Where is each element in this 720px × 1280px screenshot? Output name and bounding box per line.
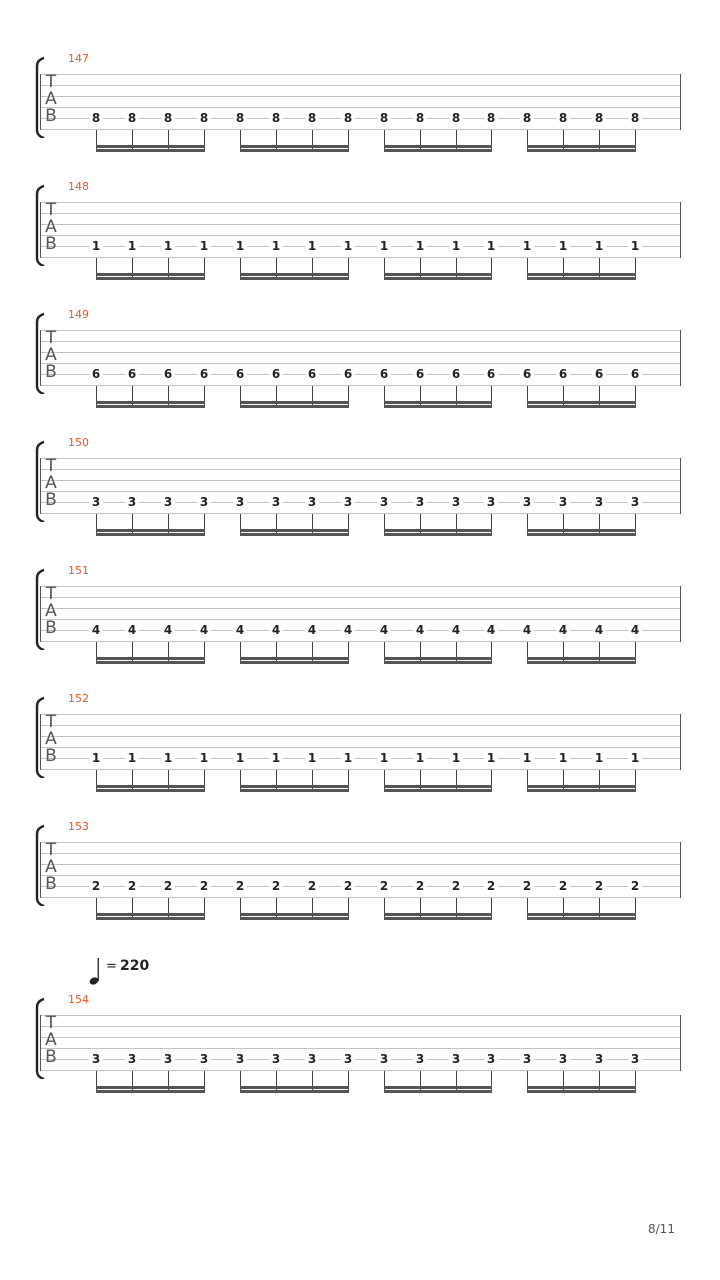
fret-number: 8 [449, 112, 463, 124]
fret-number: 8 [377, 112, 391, 124]
staff-line [40, 85, 680, 86]
note-beam [240, 149, 349, 152]
fret-number: 1 [125, 240, 139, 252]
tab-clef-letter: B [45, 362, 57, 382]
note-beam [527, 789, 636, 792]
fret-number: 1 [161, 752, 175, 764]
note-beam [240, 533, 349, 536]
fret-number: 1 [305, 240, 319, 252]
note-beam [96, 913, 205, 916]
start-barline [40, 842, 41, 898]
fret-number: 3 [341, 1053, 355, 1065]
note-beam [240, 1086, 349, 1089]
fret-number: 1 [89, 752, 103, 764]
staff-line [40, 853, 680, 854]
fret-number: 1 [449, 240, 463, 252]
fret-number: 8 [197, 112, 211, 124]
note-beam [240, 401, 349, 404]
staff-line [40, 352, 680, 353]
staff-line [40, 513, 680, 514]
tab-clef-letter: T [45, 200, 57, 220]
fret-number: 3 [377, 496, 391, 508]
tab-system [0, 820, 720, 920]
fret-number: 3 [628, 496, 642, 508]
fret-number: 2 [449, 880, 463, 892]
fret-number: 3 [520, 496, 534, 508]
staff-line [40, 1026, 680, 1027]
staff-line [40, 491, 680, 492]
staff-line [40, 736, 680, 737]
fret-number: 1 [197, 240, 211, 252]
fret-number: 1 [377, 240, 391, 252]
tab-system [0, 52, 720, 152]
tab-clef-letter: B [45, 106, 57, 126]
fret-number: 1 [161, 240, 175, 252]
end-barline [680, 330, 681, 386]
staff-line [40, 608, 680, 609]
tab-clef-letter: T [45, 72, 57, 92]
note-beam [527, 529, 636, 532]
note-beam [527, 913, 636, 916]
quarter-note-icon [88, 955, 104, 987]
measure-number: 154 [68, 993, 89, 1006]
note-beam [96, 1090, 205, 1093]
tab-system [0, 436, 720, 536]
fret-number: 3 [161, 1053, 175, 1065]
measure-number: 153 [68, 820, 89, 833]
staff-line [40, 597, 680, 598]
start-barline [40, 458, 41, 514]
fret-number: 1 [484, 752, 498, 764]
tab-clef-letter: B [45, 234, 57, 254]
fret-number: 8 [305, 112, 319, 124]
staff-line [40, 213, 680, 214]
tab-clef-letter: T [45, 712, 57, 732]
staff-line [40, 202, 680, 203]
note-beam [384, 149, 492, 152]
note-beam [527, 277, 636, 280]
end-barline [680, 74, 681, 130]
note-beam [96, 917, 205, 920]
fret-number: 3 [305, 496, 319, 508]
tab-clef-letter: B [45, 1047, 57, 1067]
tab-clef-letter: B [45, 746, 57, 766]
fret-number: 1 [592, 240, 606, 252]
note-beam [240, 789, 349, 792]
note-beam [527, 1086, 636, 1089]
staff-line [40, 864, 680, 865]
note-beam [527, 661, 636, 664]
note-beam [96, 785, 205, 788]
measure-number: 150 [68, 436, 89, 449]
staff-line [40, 107, 680, 108]
start-barline [40, 586, 41, 642]
fret-number: 6 [377, 368, 391, 380]
tab-clef-letter: A [45, 601, 57, 621]
tab-clef-letter: A [45, 473, 57, 493]
fret-number: 2 [341, 880, 355, 892]
fret-number: 1 [556, 240, 570, 252]
start-barline [40, 202, 41, 258]
fret-number: 1 [269, 240, 283, 252]
fret-number: 3 [269, 496, 283, 508]
fret-number: 4 [628, 624, 642, 636]
fret-number: 3 [125, 1053, 139, 1065]
fret-number: 8 [125, 112, 139, 124]
staff-line [40, 1015, 680, 1016]
fret-number: 8 [484, 112, 498, 124]
note-beam [96, 273, 205, 276]
staff-line [40, 619, 680, 620]
staff-line [40, 480, 680, 481]
fret-number: 1 [413, 752, 427, 764]
staff-line [40, 769, 680, 770]
fret-number: 3 [341, 496, 355, 508]
note-beam [384, 529, 492, 532]
tab-clef-letter: A [45, 345, 57, 365]
end-barline [680, 714, 681, 770]
note-beam [384, 657, 492, 660]
fret-number: 8 [413, 112, 427, 124]
note-beam [240, 913, 349, 916]
note-beam [240, 405, 349, 408]
measure-number: 147 [68, 52, 89, 65]
staff-line [40, 341, 680, 342]
fret-number: 6 [628, 368, 642, 380]
fret-number: 8 [233, 112, 247, 124]
staff-line [40, 96, 680, 97]
note-beam [240, 785, 349, 788]
note-beam [384, 401, 492, 404]
note-beam [240, 273, 349, 276]
tab-clef-letter: B [45, 874, 57, 894]
fret-number: 6 [341, 368, 355, 380]
note-beam [527, 657, 636, 660]
end-barline [680, 1015, 681, 1071]
note-beam [527, 917, 636, 920]
note-beam [527, 533, 636, 536]
fret-number: 4 [233, 624, 247, 636]
tab-clef-letter: B [45, 618, 57, 638]
staff-line [40, 363, 680, 364]
tab-clef-letter: A [45, 729, 57, 749]
fret-number: 2 [377, 880, 391, 892]
fret-number: 6 [233, 368, 247, 380]
fret-number: 6 [125, 368, 139, 380]
note-beam [384, 533, 492, 536]
fret-number: 2 [592, 880, 606, 892]
tab-system [0, 180, 720, 280]
fret-number: 2 [305, 880, 319, 892]
staff-line [40, 74, 680, 75]
fret-number: 4 [125, 624, 139, 636]
fret-number: 6 [197, 368, 211, 380]
fret-number: 8 [269, 112, 283, 124]
fret-number: 1 [556, 752, 570, 764]
note-beam [96, 657, 205, 660]
staff-line [40, 385, 680, 386]
staff-line [40, 586, 680, 587]
fret-number: 3 [269, 1053, 283, 1065]
tab-clef-letter: T [45, 456, 57, 476]
fret-number: 4 [556, 624, 570, 636]
fret-number: 6 [484, 368, 498, 380]
tab-clef-letter: T [45, 840, 57, 860]
note-beam [240, 917, 349, 920]
note-beam [96, 277, 205, 280]
fret-number: 6 [269, 368, 283, 380]
fret-number: 4 [269, 624, 283, 636]
end-barline [680, 586, 681, 642]
fret-number: 2 [484, 880, 498, 892]
staff-line [40, 641, 680, 642]
note-beam [527, 273, 636, 276]
fret-number: 4 [305, 624, 319, 636]
note-beam [527, 145, 636, 148]
measure-number: 148 [68, 180, 89, 193]
fret-number: 4 [413, 624, 427, 636]
fret-number: 2 [233, 880, 247, 892]
fret-number: 3 [592, 1053, 606, 1065]
staff-line [40, 330, 680, 331]
note-beam [96, 149, 205, 152]
fret-number: 3 [520, 1053, 534, 1065]
fret-number: 3 [449, 496, 463, 508]
start-barline [40, 74, 41, 130]
tab-clef-letter: T [45, 328, 57, 348]
fret-number: 1 [197, 752, 211, 764]
fret-number: 1 [233, 752, 247, 764]
fret-number: 6 [161, 368, 175, 380]
fret-number: 1 [269, 752, 283, 764]
fret-number: 8 [592, 112, 606, 124]
staff-line [40, 725, 680, 726]
start-barline [40, 330, 41, 386]
note-beam [384, 917, 492, 920]
staff-line [40, 842, 680, 843]
fret-number: 3 [377, 1053, 391, 1065]
tab-system [0, 993, 720, 1093]
tab-clef-letter: T [45, 584, 57, 604]
fret-number: 1 [89, 240, 103, 252]
note-beam [384, 913, 492, 916]
measure-number: 151 [68, 564, 89, 577]
fret-number: 1 [125, 752, 139, 764]
note-beam [527, 785, 636, 788]
note-beam [384, 145, 492, 148]
note-beam [240, 1090, 349, 1093]
note-beam [527, 401, 636, 404]
staff-line [40, 897, 680, 898]
tab-clef-letter: T [45, 1013, 57, 1033]
end-barline [680, 842, 681, 898]
fret-number: 6 [89, 368, 103, 380]
start-barline [40, 1015, 41, 1071]
fret-number: 2 [628, 880, 642, 892]
tab-clef-letter: B [45, 490, 57, 510]
fret-number: 3 [125, 496, 139, 508]
staff-line [40, 129, 680, 130]
fret-number: 1 [628, 752, 642, 764]
staff-line [40, 1070, 680, 1071]
note-beam [240, 277, 349, 280]
fret-number: 4 [161, 624, 175, 636]
tab-system [0, 564, 720, 664]
fret-number: 3 [89, 496, 103, 508]
fret-number: 8 [628, 112, 642, 124]
measure-number: 149 [68, 308, 89, 321]
fret-number: 1 [628, 240, 642, 252]
fret-number: 3 [484, 1053, 498, 1065]
end-barline [680, 202, 681, 258]
staff-line [40, 1048, 680, 1049]
fret-number: 3 [413, 496, 427, 508]
note-beam [96, 789, 205, 792]
fret-number: 6 [520, 368, 534, 380]
note-beam [527, 405, 636, 408]
fret-number: 1 [484, 240, 498, 252]
note-beam [96, 533, 205, 536]
fret-number: 8 [520, 112, 534, 124]
note-beam [384, 405, 492, 408]
fret-number: 2 [269, 880, 283, 892]
tab-clef-letter: A [45, 857, 57, 877]
fret-number: 3 [592, 496, 606, 508]
fret-number: 2 [556, 880, 570, 892]
note-beam [240, 529, 349, 532]
fret-number: 2 [161, 880, 175, 892]
fret-number: 3 [484, 496, 498, 508]
fret-number: 1 [233, 240, 247, 252]
note-beam [384, 1086, 492, 1089]
staff-line [40, 257, 680, 258]
fret-number: 8 [161, 112, 175, 124]
fret-number: 2 [413, 880, 427, 892]
fret-number: 8 [341, 112, 355, 124]
note-beam [384, 273, 492, 276]
fret-number: 1 [341, 752, 355, 764]
fret-number: 6 [592, 368, 606, 380]
fret-number: 1 [520, 240, 534, 252]
fret-number: 3 [556, 496, 570, 508]
staff-line [40, 458, 680, 459]
fret-number: 3 [161, 496, 175, 508]
tab-system [0, 692, 720, 792]
fret-number: 4 [449, 624, 463, 636]
fret-number: 4 [377, 624, 391, 636]
tab-clef-letter: A [45, 1030, 57, 1050]
fret-number: 6 [556, 368, 570, 380]
fret-number: 4 [341, 624, 355, 636]
note-beam [384, 661, 492, 664]
start-barline [40, 714, 41, 770]
staff-line [40, 235, 680, 236]
tempo-marking [88, 955, 208, 989]
fret-number: 3 [305, 1053, 319, 1065]
tab-clef-letter: A [45, 217, 57, 237]
fret-number: 6 [413, 368, 427, 380]
measure-number: 152 [68, 692, 89, 705]
staff-line [40, 714, 680, 715]
note-beam [384, 277, 492, 280]
end-barline [680, 458, 681, 514]
fret-number: 4 [197, 624, 211, 636]
fret-number: 3 [197, 496, 211, 508]
fret-number: 3 [197, 1053, 211, 1065]
tab-system [0, 308, 720, 408]
note-beam [527, 149, 636, 152]
fret-number: 1 [341, 240, 355, 252]
note-beam [527, 1090, 636, 1093]
fret-number: 1 [305, 752, 319, 764]
fret-number: 6 [449, 368, 463, 380]
note-beam [96, 401, 205, 404]
fret-number: 1 [520, 752, 534, 764]
fret-number: 3 [233, 1053, 247, 1065]
note-beam [384, 789, 492, 792]
staff-line [40, 224, 680, 225]
fret-number: 4 [592, 624, 606, 636]
fret-number: 6 [305, 368, 319, 380]
fret-number: 2 [89, 880, 103, 892]
note-beam [384, 785, 492, 788]
fret-number: 3 [89, 1053, 103, 1065]
note-beam [96, 145, 205, 148]
fret-number: 3 [556, 1053, 570, 1065]
staff-line [40, 469, 680, 470]
staff-line [40, 747, 680, 748]
staff-line [40, 875, 680, 876]
fret-number: 2 [125, 880, 139, 892]
fret-number: 8 [89, 112, 103, 124]
note-beam [240, 145, 349, 148]
note-beam [96, 661, 205, 664]
staff-line [40, 1037, 680, 1038]
fret-number: 3 [628, 1053, 642, 1065]
fret-number: 1 [449, 752, 463, 764]
fret-number: 1 [592, 752, 606, 764]
note-beam [96, 405, 205, 408]
tempo-equals: = [106, 959, 117, 974]
fret-number: 2 [520, 880, 534, 892]
fret-number: 2 [197, 880, 211, 892]
fret-number: 1 [377, 752, 391, 764]
page-number: 8/11 [648, 1222, 675, 1236]
note-beam [96, 1086, 205, 1089]
fret-number: 4 [520, 624, 534, 636]
fret-number: 3 [413, 1053, 427, 1065]
fret-number: 3 [233, 496, 247, 508]
tab-clef-letter: A [45, 89, 57, 109]
note-beam [240, 661, 349, 664]
fret-number: 4 [484, 624, 498, 636]
fret-number: 8 [556, 112, 570, 124]
note-beam [384, 1090, 492, 1093]
fret-number: 3 [449, 1053, 463, 1065]
note-beam [96, 529, 205, 532]
fret-number: 4 [89, 624, 103, 636]
tempo-bpm: 220 [120, 958, 150, 974]
fret-number: 1 [413, 240, 427, 252]
note-beam [240, 657, 349, 660]
